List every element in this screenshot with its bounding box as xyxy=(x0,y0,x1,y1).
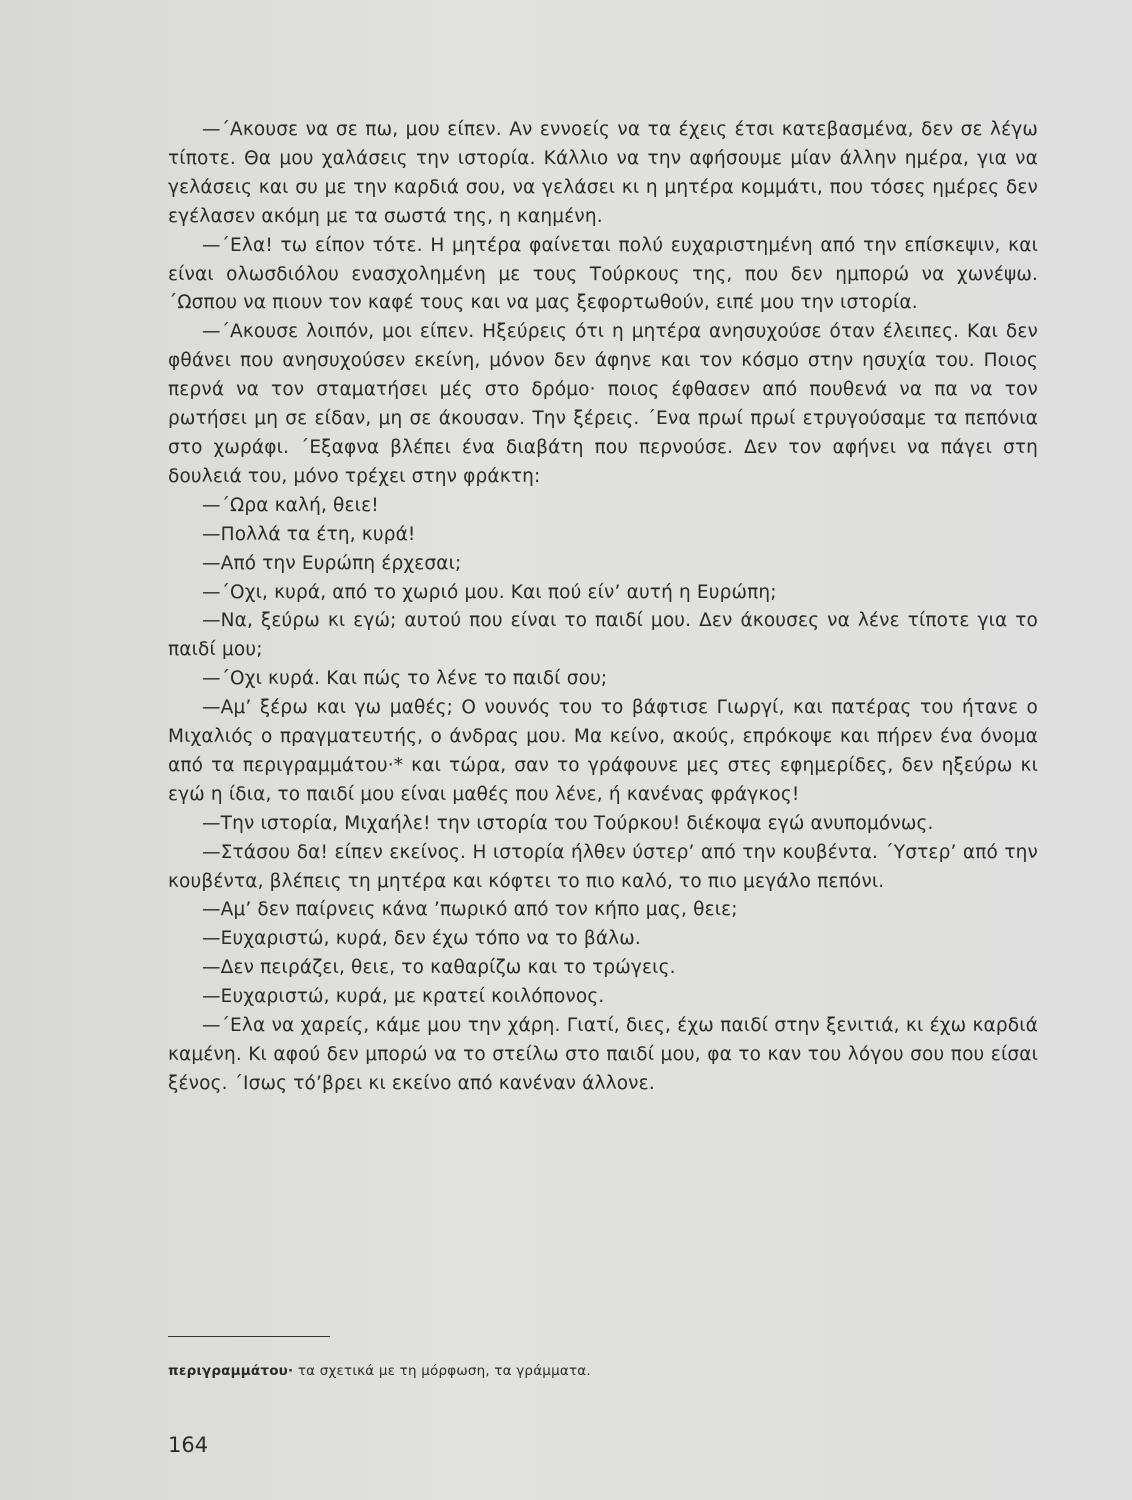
dialogue-line: —΄Οχι κυρά. Και πώς το λένε το παιδί σου; xyxy=(202,668,608,690)
dialogue-line: —Δεν πειράζει, θειε, το καθαρίζω και το τρώγεις. xyxy=(202,957,676,979)
dialogue-line: —Αμ’ ξέρω και γω μαθές; Ο νουνός του το βάφτισε Γιωργί, και πατέρας του ήτανε ο Μιχαλιός ο πραγματευτής, ο άνδρας μου. Μα κείνο, ακούς, επρόκοψε και πήρεν ένα όνομα από τα περιγραμμάτου·* και τώρα, σαν το γράφουνε μες στες εφημερίδες, δεν ηξεύρω κι εγώ η ίδια, το παιδί μου είναι μαθές που λένε, ή κανένας φράγκος! xyxy=(168,697,1038,805)
footnote-term: περιγραμμάτου· xyxy=(168,1363,294,1379)
dialogue-line: —Ευχαριστώ, κυρά, με κρατεί κοιλόπονος. xyxy=(202,986,605,1008)
footnote-divider xyxy=(168,1336,330,1337)
dialogue-line: —Πολλά τα έτη, κυρά! xyxy=(202,523,416,545)
main-text xyxy=(168,116,1038,1099)
dialogue-line: —Ευχαριστώ, κυρά, δεν έχω τόπο να το βάλω. xyxy=(202,928,641,950)
footnote xyxy=(168,1361,591,1381)
dialogue-line: —΄Ελα να χαρείς, κάμε μου την χάρη. Γιατί, διες, έχω παιδί στην ξενιτιά, κι έχω καρδιά καμένη. Κι αφού δεν μπορώ να το στείλω στο παιδί μου, φα το καν του λόγου σου που είσαι ξένος. ΄Ισως τό’βρει κι εκείνο από κανέναν άλλονε. xyxy=(168,1015,1038,1094)
paragraph-2: —΄Ελα! τω είπον τότε. Η μητέρα φαίνεται πολύ ευχαριστημένη από την επίσκεψιν, και είναι ολωσδιόλου ενασχολημένη με τους Τούρκους της, που δεν ημπορώ να χωνέψω. ΄Ωσπου να πιουν τον καφέ τους και να μας ξεφορτωθούν, ειπέ μου την ιστορία. xyxy=(168,234,1038,314)
paragraph-3: —΄Ακουσε λοιπόν, μοι είπεν. Ηξεύρεις ότι η μητέρα ανησυχούσε όταν έλειπες. Και δεν φθάνει που ανησυχούσεν εκείνη, μόνον δεν άφηνε και τον κόσμο στην ησυχία του. Ποιος περνά να τον σταματήσει μές στο δρόμο· ποιος έφθασεν από πουθενά να πα να τον ρωτήσει μη σε είδαν, μη σε άκουσαν. Την ξέρεις. ΄Ενα πρωί πρωί ετρυγούσαμε τα πεπόνια στο χωράφι. ΄Εξαφνα βλέπει ένα διαβάτη που περνούσε. Δεν τον αφήνει να πάγει στη δουλειά του, μόνο τρέχει στην φράκτη: xyxy=(168,321,1038,487)
footnote-definition: τα σχετικά με τη μόρφωση, τα γράμματα. xyxy=(293,1363,591,1379)
dialogue-line: —Αμ’ δεν παίρνεις κάνα ’πωρικό από τον κήπο μας, θειε; xyxy=(202,899,738,921)
paragraph-1: —΄Ακουσε να σε πω, μου είπεν. Αν εννοείς να τα έχεις έτσι κατεβασμένα, δεν σε λέγω τίποτε. Θα μου χαλάσεις την ιστορία. Κάλλιο να την αφήσουμε μίαν άλλην ημέρα, για να γελάσεις και συ με την καρδιά σου, να γελάσει κι η μητέρα κομμάτι, που τόσες ημέρες δεν εγέλασεν ακόμη με τα σωστά της, η καημένη. xyxy=(168,119,1038,227)
dialogue-line: —Από την Ευρώπη έρχεσαι; xyxy=(202,552,462,574)
dialogue-line: —΄Ωρα καλή, θειε! xyxy=(202,494,379,516)
dialogue-line: —Την ιστορία, Μιχαήλε! την ιστορία του Τούρκου! διέκοψα εγώ ανυπομόνως. xyxy=(202,812,934,834)
page-number: 164 xyxy=(168,1433,209,1457)
dialogue-line: —΄Οχι, κυρά, από το χωριό μου. Και πού είν’ αυτή η Ευρώπη; xyxy=(202,581,777,603)
dialogue-line: —Στάσου δα! είπεν εκείνος. Η ιστορία ήλθεν ύστερ’ από την κουβέντα. ΄Υστερ’ από την κουβέντα, βλέπεις τη μητέρα και κόφτει το πιο καλό, το πιο μεγάλο πεπόνι. xyxy=(168,841,1038,892)
dialogue-line: —Να, ξεύρω κι εγώ; αυτού που είναι το παιδί μου. Δεν άκουσες να λένε τίποτε για το παιδί μου; xyxy=(168,610,1038,661)
